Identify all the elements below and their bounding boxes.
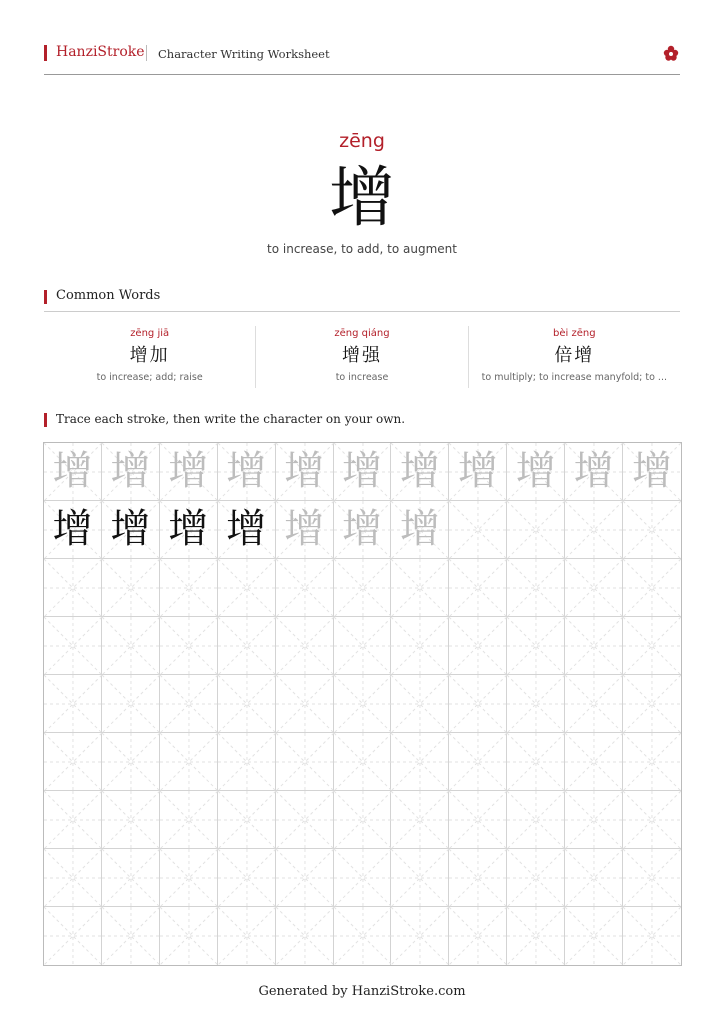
cell-guide-lines <box>218 617 276 675</box>
practice-cell[interactable] <box>276 559 334 617</box>
practice-cell[interactable] <box>276 617 334 675</box>
common-words-heading <box>44 288 680 312</box>
practice-cell[interactable] <box>102 849 160 907</box>
practice-cell[interactable] <box>160 675 218 733</box>
cell-guide-lines <box>449 791 507 849</box>
practice-cell[interactable] <box>160 907 218 965</box>
cell-guide-lines <box>160 791 218 849</box>
practice-cell[interactable] <box>623 559 681 617</box>
word-characters: 增强 <box>341 345 382 366</box>
practice-cell[interactable] <box>623 791 681 849</box>
cell-guide-lines <box>218 559 276 617</box>
practice-cell[interactable] <box>449 907 507 965</box>
practice-cell[interactable] <box>102 443 160 501</box>
word-card <box>44 326 255 388</box>
practice-cell[interactable] <box>507 849 565 907</box>
practice-cell[interactable] <box>334 559 392 617</box>
practice-cell[interactable] <box>391 559 449 617</box>
practice-cell[interactable] <box>565 675 623 733</box>
cell-guide-lines <box>334 675 392 733</box>
cell-guide-lines <box>623 733 681 791</box>
practice-cell[interactable] <box>334 443 392 501</box>
cell-guide-lines <box>507 791 565 849</box>
practice-grid <box>43 442 682 966</box>
practice-cell[interactable] <box>218 907 276 965</box>
stroke-order-character: 增 <box>632 448 673 494</box>
practice-cell[interactable] <box>102 791 160 849</box>
cell-guide-lines <box>160 559 218 617</box>
section-title: Common Words <box>56 288 161 303</box>
practice-cell[interactable] <box>507 675 565 733</box>
practice-cell[interactable] <box>44 443 102 501</box>
word-meaning: to multiply; to increase manyfold; to ... <box>481 372 667 383</box>
cell-guide-lines <box>334 733 392 791</box>
practice-cell[interactable] <box>44 907 102 965</box>
practice-cell[interactable] <box>218 791 276 849</box>
cell-guide-lines <box>507 675 565 733</box>
cell-guide-lines <box>218 907 276 965</box>
practice-cell[interactable] <box>102 733 160 791</box>
cell-guide-lines <box>44 849 102 907</box>
word-meaning: to increase <box>335 372 389 383</box>
cell-guide-lines <box>449 675 507 733</box>
practice-cell[interactable] <box>565 617 623 675</box>
cell-guide-lines <box>565 675 623 733</box>
cell-guide-lines <box>623 559 681 617</box>
practice-cell[interactable] <box>391 849 449 907</box>
cell-guide-lines <box>449 617 507 675</box>
stroke-order-character: 增 <box>168 448 209 494</box>
stroke-order-character: 增 <box>457 448 498 494</box>
word-characters: 增加 <box>129 345 170 366</box>
stroke-order-character: 增 <box>515 448 556 494</box>
cell-guide-lines <box>44 559 102 617</box>
practice-cell[interactable] <box>623 617 681 675</box>
cell-guide-lines <box>44 617 102 675</box>
cell-guide-lines <box>160 907 218 965</box>
section-accent-bar <box>44 413 47 427</box>
stroke-order-character: 增 <box>226 448 267 494</box>
practice-cell[interactable] <box>449 791 507 849</box>
practice-cell[interactable] <box>218 443 276 501</box>
practice-cell[interactable] <box>449 501 507 559</box>
practice-cell[interactable] <box>218 675 276 733</box>
stroke-order-character: 增 <box>168 506 209 552</box>
practice-cell[interactable] <box>391 501 449 559</box>
cell-guide-lines <box>102 675 160 733</box>
cell-guide-lines <box>160 733 218 791</box>
stroke-order-character: 增 <box>52 506 93 552</box>
practice-cell[interactable] <box>334 675 392 733</box>
practice-cell[interactable] <box>44 849 102 907</box>
cell-guide-lines <box>391 733 449 791</box>
cell-guide-lines <box>623 907 681 965</box>
practice-cell[interactable] <box>565 907 623 965</box>
practice-cell[interactable] <box>449 733 507 791</box>
cell-guide-lines <box>218 791 276 849</box>
practice-cell[interactable] <box>276 733 334 791</box>
brand-accent-bar <box>44 45 47 61</box>
practice-cell[interactable] <box>276 907 334 965</box>
practice-cell[interactable] <box>507 791 565 849</box>
cell-guide-lines <box>449 907 507 965</box>
practice-cell[interactable] <box>391 443 449 501</box>
practice-cell[interactable] <box>218 501 276 559</box>
practice-cell[interactable] <box>334 617 392 675</box>
practice-cell[interactable] <box>160 849 218 907</box>
word-pinyin: zēng qiáng <box>334 328 390 339</box>
practice-cell[interactable] <box>276 501 334 559</box>
practice-cell[interactable] <box>623 849 681 907</box>
practice-cell[interactable] <box>334 733 392 791</box>
stroke-order-character: 增 <box>284 448 325 494</box>
practice-cell[interactable] <box>276 675 334 733</box>
cell-guide-lines <box>102 849 160 907</box>
word-card <box>468 326 680 388</box>
practice-cell[interactable] <box>160 501 218 559</box>
stroke-order-character: 增 <box>573 448 614 494</box>
practice-cell[interactable] <box>160 791 218 849</box>
cell-guide-lines <box>218 849 276 907</box>
word-card <box>255 326 467 388</box>
cell-guide-lines <box>391 907 449 965</box>
cell-guide-lines <box>102 559 160 617</box>
hero-pinyin: zēng <box>339 130 385 152</box>
cell-guide-lines <box>507 849 565 907</box>
flower-icon <box>662 44 680 62</box>
cell-guide-lines <box>44 733 102 791</box>
cell-guide-lines <box>334 559 392 617</box>
practice-cell[interactable] <box>391 907 449 965</box>
practice-cell[interactable] <box>391 791 449 849</box>
cell-guide-lines <box>218 675 276 733</box>
stroke-order-character: 增 <box>226 506 267 552</box>
cell-guide-lines <box>623 791 681 849</box>
practice-cell[interactable] <box>160 617 218 675</box>
practice-cell[interactable] <box>565 849 623 907</box>
character-hero <box>0 130 724 256</box>
practice-cell[interactable] <box>218 849 276 907</box>
cell-guide-lines <box>334 849 392 907</box>
practice-cell[interactable] <box>276 849 334 907</box>
cell-guide-lines <box>334 791 392 849</box>
practice-cell[interactable] <box>565 791 623 849</box>
practice-cell[interactable] <box>449 617 507 675</box>
word-characters: 倍增 <box>554 345 595 366</box>
hero-character: 增 <box>329 159 395 236</box>
practice-cell[interactable] <box>160 443 218 501</box>
practice-cell[interactable] <box>218 733 276 791</box>
cell-guide-lines <box>276 733 334 791</box>
practice-cell[interactable] <box>391 617 449 675</box>
practice-cell[interactable] <box>276 791 334 849</box>
practice-cell[interactable] <box>623 907 681 965</box>
common-words-list <box>44 326 680 388</box>
practice-cell[interactable] <box>623 675 681 733</box>
cell-guide-lines <box>449 559 507 617</box>
worksheet-header <box>44 40 680 75</box>
cell-guide-lines <box>507 617 565 675</box>
section-accent-bar <box>44 290 47 304</box>
practice-cell[interactable] <box>565 443 623 501</box>
practice-cell[interactable] <box>391 675 449 733</box>
practice-cell[interactable] <box>44 559 102 617</box>
stroke-order-character: 增 <box>341 448 382 494</box>
worksheet-title: Character Writing Worksheet <box>158 47 330 61</box>
practice-cell[interactable] <box>507 733 565 791</box>
cell-guide-lines <box>218 733 276 791</box>
cell-guide-lines <box>160 617 218 675</box>
cell-guide-lines <box>102 617 160 675</box>
cell-guide-lines <box>276 791 334 849</box>
practice-cell[interactable] <box>102 617 160 675</box>
practice-cell[interactable] <box>160 733 218 791</box>
trace-character: 增 <box>399 506 440 552</box>
cell-guide-lines <box>391 675 449 733</box>
cell-guide-lines <box>391 559 449 617</box>
cell-guide-lines <box>623 501 681 559</box>
practice-cell[interactable] <box>44 617 102 675</box>
practice-cell[interactable] <box>449 443 507 501</box>
practice-cell[interactable] <box>449 849 507 907</box>
cell-guide-lines <box>44 791 102 849</box>
cell-guide-lines <box>449 501 507 559</box>
cell-guide-lines <box>276 907 334 965</box>
cell-guide-lines <box>334 617 392 675</box>
cell-guide-lines <box>102 791 160 849</box>
cell-guide-lines <box>44 907 102 965</box>
cell-guide-lines <box>334 907 392 965</box>
cell-guide-lines <box>160 675 218 733</box>
stroke-order-character: 增 <box>110 506 151 552</box>
footer-credit: Generated by HanziStroke.com <box>258 984 466 999</box>
practice-cell[interactable] <box>102 501 160 559</box>
trace-character: 增 <box>341 506 382 552</box>
stroke-order-character: 增 <box>52 448 93 494</box>
cell-guide-lines <box>391 849 449 907</box>
word-pinyin: bèi zēng <box>553 328 596 339</box>
cell-guide-lines <box>565 501 623 559</box>
practice-cell[interactable] <box>623 443 681 501</box>
practice-instruction: Trace each stroke, then write the character on your own. <box>56 412 406 426</box>
practice-cell[interactable] <box>102 907 160 965</box>
cell-guide-lines <box>449 849 507 907</box>
practice-cell[interactable] <box>44 675 102 733</box>
cell-guide-lines <box>565 617 623 675</box>
header-separator <box>146 45 147 61</box>
practice-cell[interactable] <box>449 559 507 617</box>
practice-cell[interactable] <box>565 559 623 617</box>
practice-cell[interactable] <box>44 733 102 791</box>
cell-guide-lines <box>507 733 565 791</box>
cell-guide-lines <box>276 849 334 907</box>
cell-guide-lines <box>391 791 449 849</box>
cell-guide-lines <box>565 791 623 849</box>
cell-guide-lines <box>623 617 681 675</box>
stroke-order-character: 增 <box>399 448 440 494</box>
word-meaning: to increase; add; raise <box>96 372 203 383</box>
practice-cell[interactable] <box>507 617 565 675</box>
practice-cell[interactable] <box>218 617 276 675</box>
practice-cell[interactable] <box>391 733 449 791</box>
practice-cell[interactable] <box>102 559 160 617</box>
practice-cell[interactable] <box>623 733 681 791</box>
practice-cell[interactable] <box>334 791 392 849</box>
cell-guide-lines <box>507 907 565 965</box>
practice-cell[interactable] <box>44 791 102 849</box>
cell-guide-lines <box>565 907 623 965</box>
practice-cell[interactable] <box>334 501 392 559</box>
trace-character: 增 <box>284 506 325 552</box>
cell-guide-lines <box>276 675 334 733</box>
practice-cell[interactable] <box>102 675 160 733</box>
practice-cell[interactable] <box>507 443 565 501</box>
practice-cell[interactable] <box>44 501 102 559</box>
cell-guide-lines <box>160 849 218 907</box>
cell-guide-lines <box>565 733 623 791</box>
cell-guide-lines <box>44 675 102 733</box>
practice-cell[interactable] <box>218 559 276 617</box>
practice-cell[interactable] <box>276 443 334 501</box>
practice-cell[interactable] <box>160 559 218 617</box>
cell-guide-lines <box>623 849 681 907</box>
cell-guide-lines <box>565 849 623 907</box>
cell-guide-lines <box>565 559 623 617</box>
practice-cell[interactable] <box>565 501 623 559</box>
cell-guide-lines <box>102 907 160 965</box>
cell-guide-lines <box>391 617 449 675</box>
cell-guide-lines <box>276 617 334 675</box>
practice-cell[interactable] <box>334 907 392 965</box>
cell-guide-lines <box>507 501 565 559</box>
hero-meaning: to increase, to add, to augment <box>267 242 457 256</box>
cell-guide-lines <box>623 675 681 733</box>
cell-guide-lines <box>276 559 334 617</box>
cell-guide-lines <box>102 733 160 791</box>
cell-guide-lines <box>507 559 565 617</box>
brand-name[interactable]: HanziStroke <box>56 44 145 60</box>
word-pinyin: zēng jiā <box>130 328 170 339</box>
stroke-order-character: 增 <box>110 448 151 494</box>
practice-cell[interactable] <box>507 501 565 559</box>
practice-cell[interactable] <box>334 849 392 907</box>
practice-cell[interactable] <box>507 559 565 617</box>
practice-cell[interactable] <box>507 907 565 965</box>
practice-cell[interactable] <box>623 501 681 559</box>
practice-cell[interactable] <box>449 675 507 733</box>
practice-cell[interactable] <box>565 733 623 791</box>
cell-guide-lines <box>449 733 507 791</box>
